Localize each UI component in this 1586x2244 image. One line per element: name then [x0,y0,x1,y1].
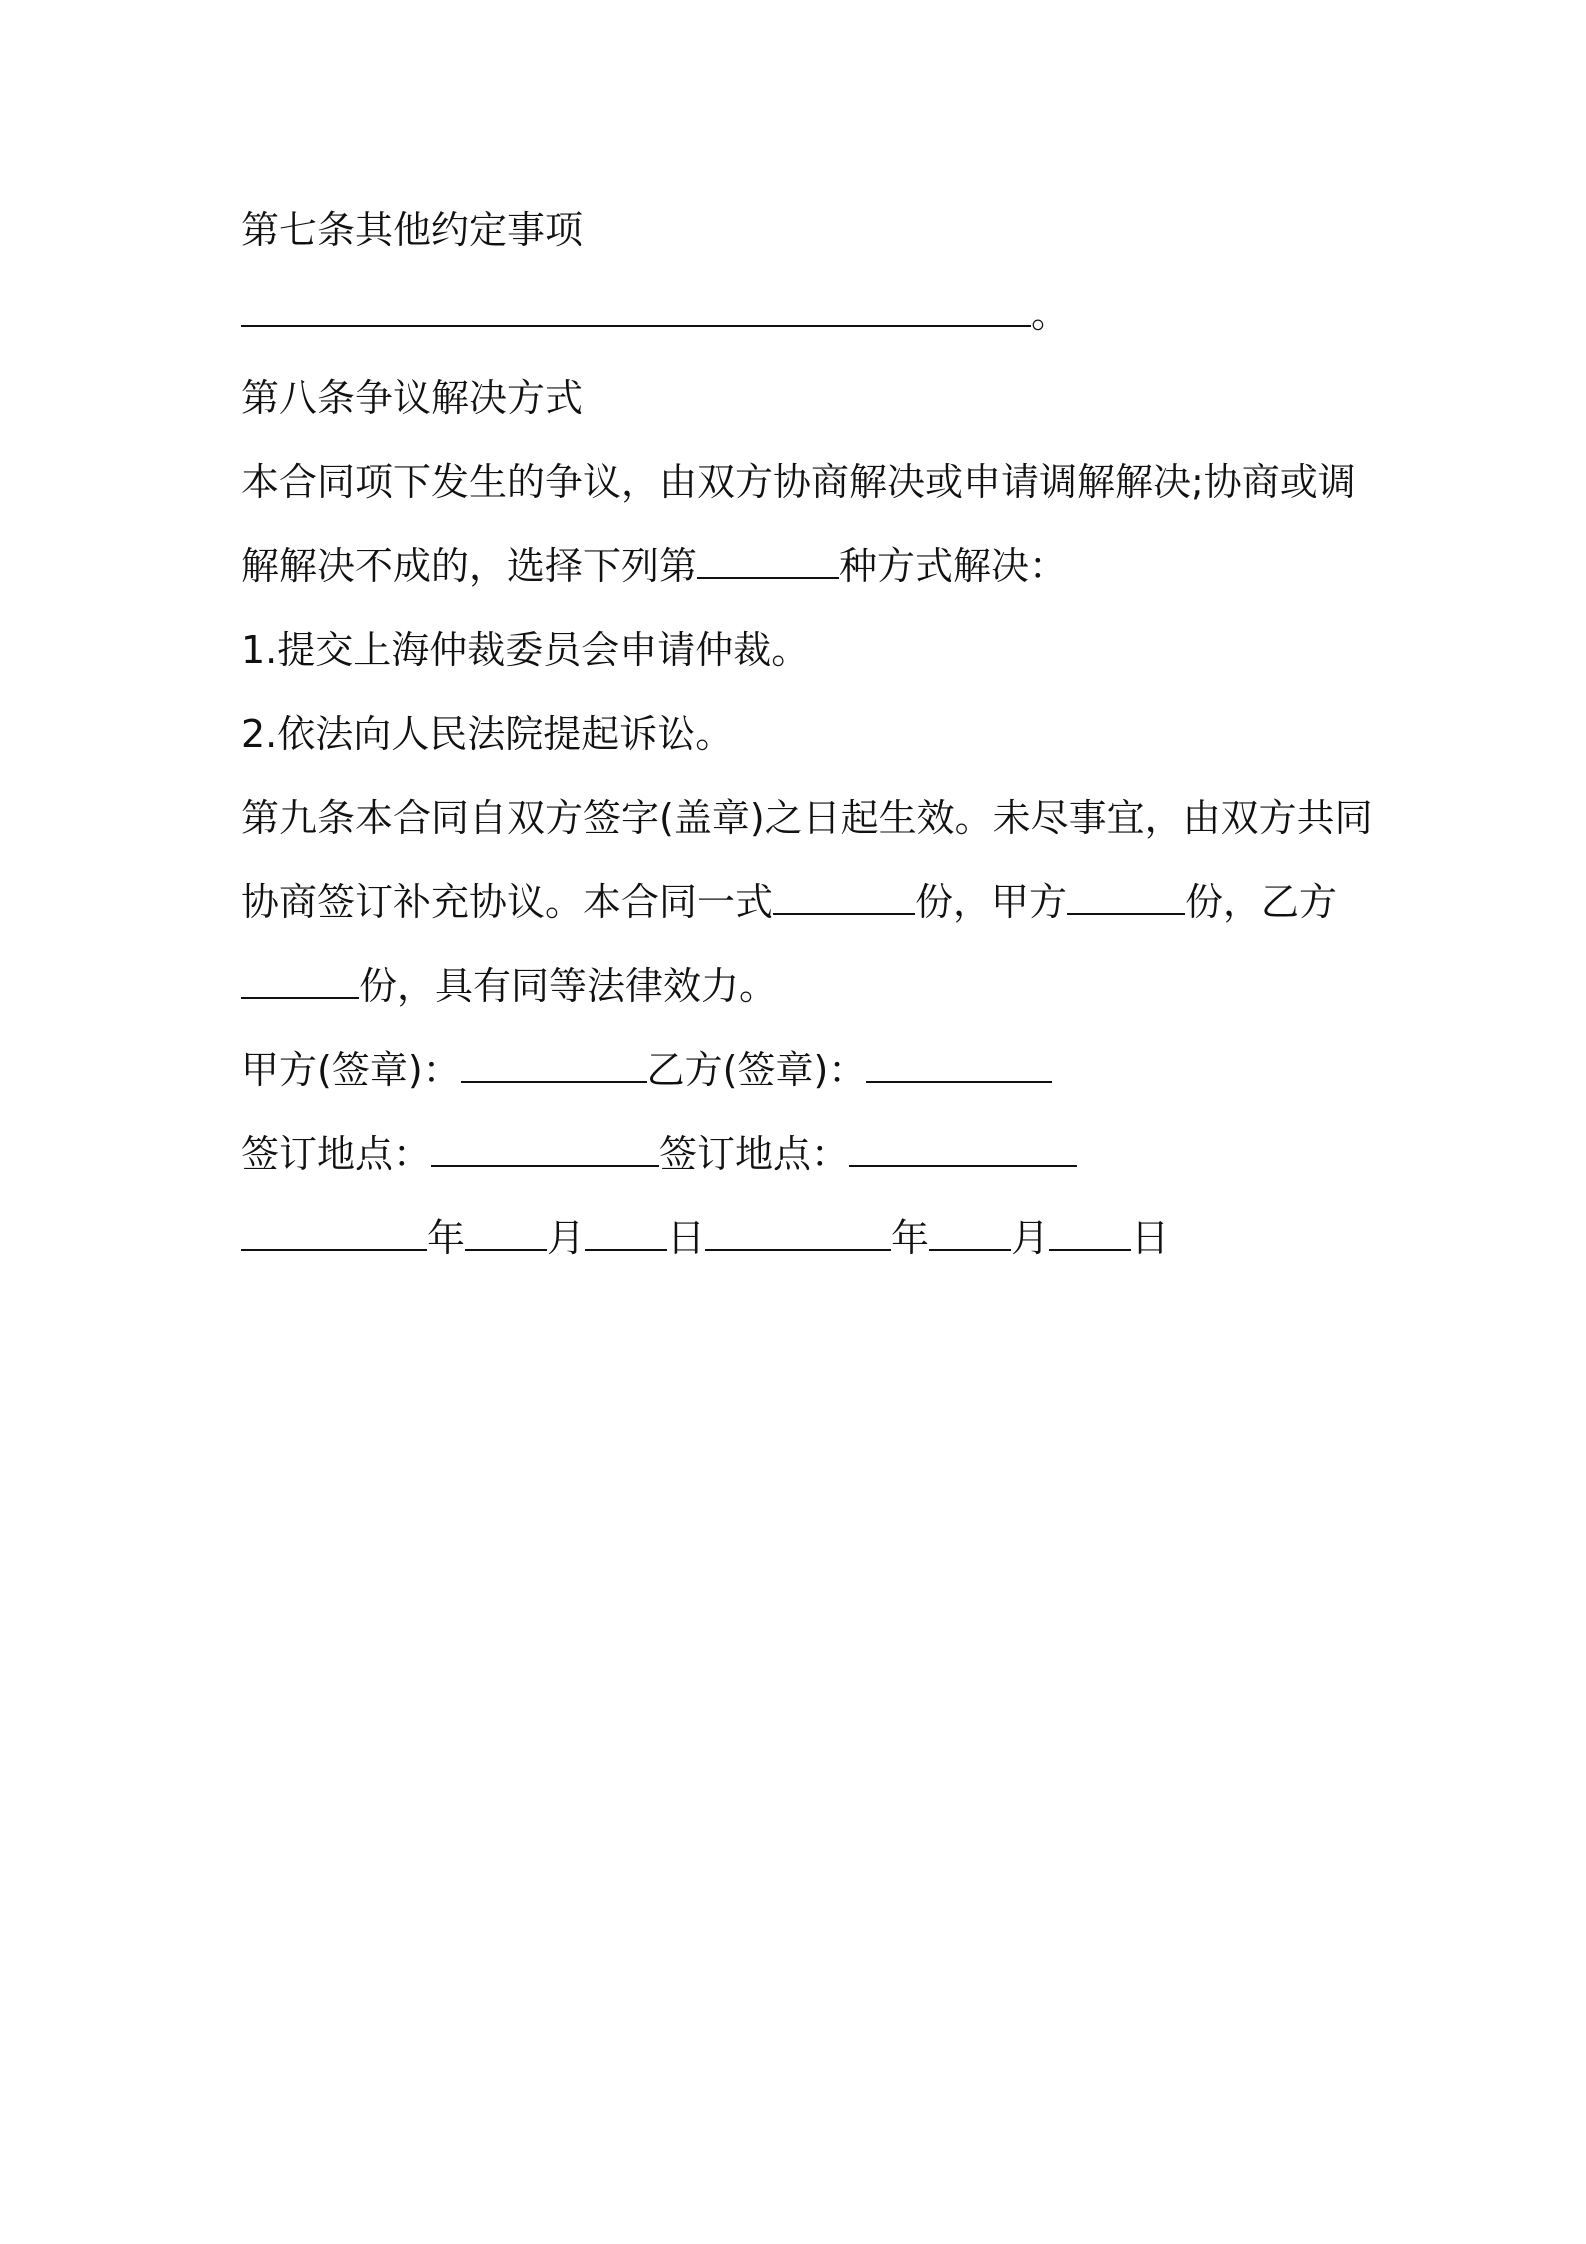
party-b-sign-label: 乙方(签章)： [646,1048,867,1092]
date-b-month-label: 月 [1011,1216,1050,1260]
date-a-month-label: 月 [547,1216,586,1260]
article9-text-3: 份，具有同等法律效力。 [359,964,778,1008]
article9-line2 [241,860,1361,944]
signature-line [241,1028,1361,1112]
copies-total-blank[interactable] [773,883,915,915]
article8-text-2b: 种方式解决： [839,544,1068,588]
option-1-text: 1.提交上海仲裁委员会申请仲裁。 [241,628,810,672]
party-b-sign-blank[interactable] [866,1051,1052,1083]
article7-blank[interactable] [241,295,1031,327]
copies-party-b-blank[interactable] [241,967,359,999]
article9-line3 [241,944,1361,1028]
option-2-text: 2.依法向人民法院提起诉讼。 [241,712,734,756]
date-a-day-label: 日 [667,1216,706,1260]
article8-text-line2 [241,524,1361,608]
article8-text-2a: 解解决不成的，选择下列第 [241,544,698,588]
party-a-sign-blank[interactable] [461,1051,647,1083]
sign-place-b-label: 签订地点： [659,1132,850,1176]
date-a-year-blank[interactable] [241,1219,427,1251]
option-2 [241,692,1361,776]
copies-party-a-blank[interactable] [1067,883,1185,915]
date-b-month-blank[interactable] [929,1219,1011,1251]
method-choice-blank[interactable] [697,547,839,579]
article9-text-2a: 协商签订补充协议。本合同一式 [241,880,774,924]
date-line [241,1196,1361,1280]
document-body [241,188,1373,1280]
date-a-day-blank[interactable] [585,1219,667,1251]
article9-text-2b: 份，甲方 [915,880,1068,924]
article9-text-2c: 份，乙方 [1185,880,1338,924]
date-a-month-blank[interactable] [465,1219,547,1251]
sign-place-a-label: 签订地点： [241,1132,432,1176]
article8-text-1: 本合同项下发生的争议，由双方协商解决或申请调解解决;协商或调 [241,460,1356,504]
date-b-day-label: 日 [1131,1216,1170,1260]
date-b-year-label: 年 [891,1216,930,1260]
date-a-year-label: 年 [427,1216,466,1260]
article9-text-1: 第九条本合同自双方签字(盖章)之日起生效。未尽事宜，由双方共同 [241,796,1373,840]
date-b-day-blank[interactable] [1049,1219,1131,1251]
article7-fill-line [241,272,1361,356]
date-b-year-blank[interactable] [705,1219,891,1251]
article8-title: 第八条争议解决方式 [241,376,584,420]
party-a-sign-label: 甲方(签章)： [241,1048,461,1092]
article8-text-line1 [241,440,1361,524]
sign-place-b-blank[interactable] [849,1135,1077,1167]
sign-place-line [241,1112,1361,1196]
option-1 [241,608,1361,692]
article8-heading [241,356,1361,440]
article7-heading [241,188,1361,272]
article7-end-mark: 。 [1031,292,1070,336]
article7-title: 第七条其他约定事项 [241,208,584,252]
article9-line1 [241,776,1373,860]
sign-place-a-blank[interactable] [431,1135,659,1167]
